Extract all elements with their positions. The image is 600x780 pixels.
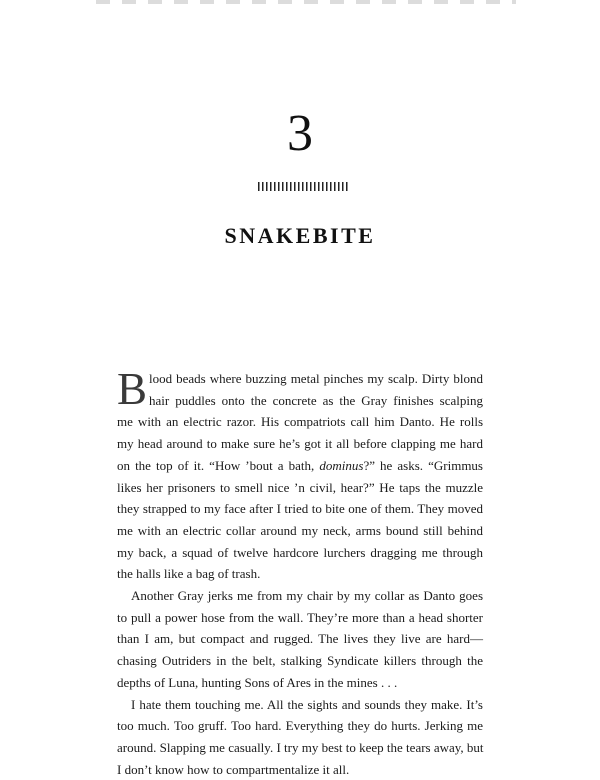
text-line: too much. Too gruff. Too hard. Everything they do hurts. Jerking me: [117, 718, 483, 734]
text-line: my back, a squad of twelve hardcore lurchers dragging me through: [117, 544, 483, 560]
text-line: Another Gray jerks me from my chair by my collar as Danto goes: [131, 588, 483, 604]
text-line: the halls like a bag of trash.: [117, 566, 261, 582]
chapter-body: [117, 368, 483, 780]
text-segment: on the top of it. “How ’bout a bath,: [117, 457, 320, 473]
text-line: around. Slapping me casually. I try my best to keep the tears away, but: [117, 739, 484, 755]
drop-cap: B: [117, 368, 148, 412]
text-line: hair puddles onto the concrete as the Gray finishes scalping: [149, 392, 483, 408]
text-line: likes her prisoners to smell nice ’n civil, hear?” He taps the muzzle: [117, 479, 483, 495]
text-line: I don’t know how to compartmentalize it all.: [117, 761, 350, 777]
chapter-ornament: [258, 182, 348, 191]
text-line: they strapped to my face after I tried to bite one of them. They moved: [117, 501, 483, 517]
text-line: me with an electric collar around my neck, arms bound still behind: [117, 522, 483, 538]
chapter-title: SNAKEBITE: [224, 223, 376, 248]
italic-word: dominus: [319, 457, 364, 473]
text-line: than I am, but compact and rugged. The lives they live are hard—: [117, 631, 483, 647]
chapter-number: 3: [287, 105, 313, 162]
text-line: lood beads where buzzing metal pinches my scalp. Dirty blond: [149, 371, 483, 386]
text-line: I hate them touching me. All the sights and sounds they make. It’s: [131, 696, 483, 712]
text-segment: ?” he asks. “Grimmus: [363, 457, 483, 473]
text-line: to pull a power hose from the wall. They’re more than a head shorter: [117, 609, 483, 625]
text-line: me with an electric razor. His compatriots call him Danto. He rolls: [117, 414, 483, 430]
text-line: depths of Luna, hunting Sons of Ares in the mines . . .: [117, 674, 398, 690]
text-line: chasing Outriders in the belt, stalking Syndicate killers through the: [117, 653, 483, 669]
text-line-with-italic: [117, 455, 483, 477]
opening-lines: [117, 368, 483, 411]
text-line: my head around to make sure he’s got it all before clapping me hard: [117, 436, 483, 452]
top-decorative-rule: [96, 0, 516, 4]
